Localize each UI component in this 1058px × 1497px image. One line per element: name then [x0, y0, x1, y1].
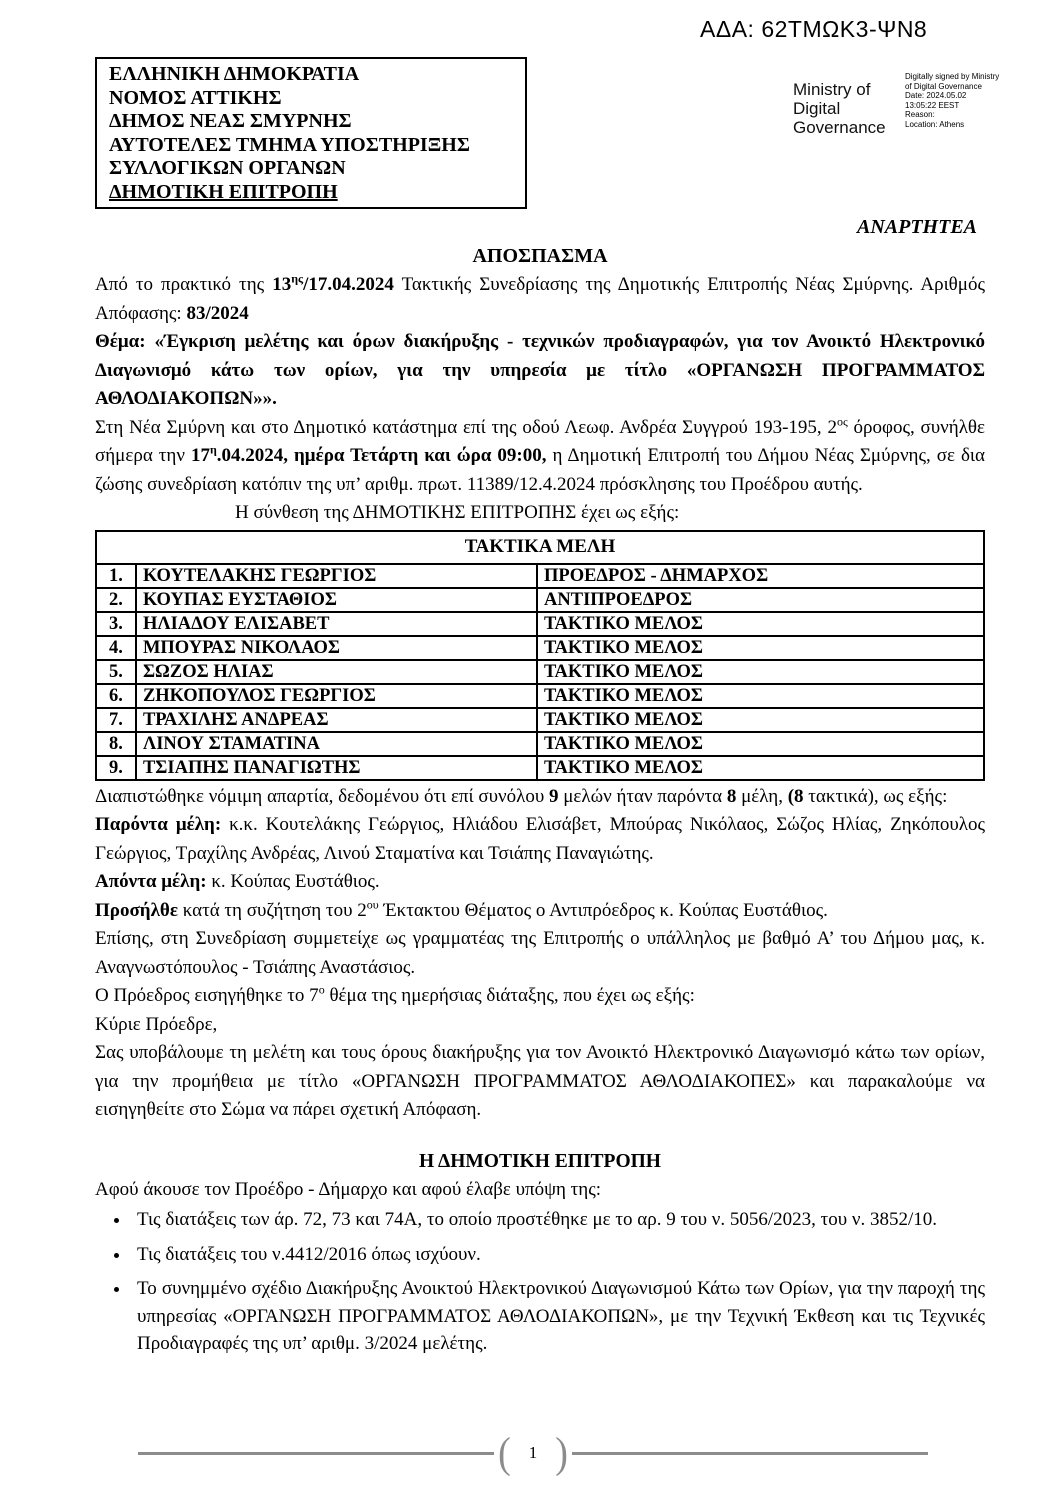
agency-header-box: [95, 57, 527, 209]
text-run: ου: [366, 897, 379, 912]
member-role: ΤΑΚΤΙΚΟ ΜΕΛΟΣ: [537, 636, 984, 660]
members-table: [95, 530, 985, 781]
committee-intro: Αφού άκουσε τον Προέδρο - Δήμαρχο και αφού έλαβε υπόψη της:: [95, 1178, 602, 1200]
member-number: 3.: [96, 612, 136, 636]
absent-members-paragraph: [95, 868, 985, 897]
member-number: 7.: [96, 708, 136, 732]
member-role: ΤΑΚΤΙΚΟ ΜΕΛΟΣ: [537, 732, 984, 756]
bracket-right: ): [555, 1428, 568, 1478]
text-run: Διαπιστώθηκε νόμιμη απαρτία, δεδομένου ότι επί συνόλου: [95, 785, 549, 807]
document-title: ΑΠΟΣΠΑΣΜΑ: [472, 245, 608, 267]
secretary-paragraph: Επίσης, στη Συνεδρίαση συμμετείχε ως γραμματέας της Επιτροπής ο υπάλληλος με βαθμό Α’ του Δήμου μας, κ. Αναγνωστόπουλος - Τσιάπης Αναστάσιος.: [95, 928, 985, 978]
agency-line: ΣΥΛΛΟΓΙΚΩΝ ΟΡΓΑΝΩΝ: [109, 157, 346, 179]
signature-detail-line: 13:05:22 EEST: [905, 100, 960, 110]
table-row: [96, 612, 984, 636]
member-role: ΠΡΟΕΔΡΟΣ - ΔΗΜΑΡΧΟΣ: [537, 564, 984, 588]
agency-line-committee: ΔΗΜΟΤΙΚΗ ΕΠΙΤΡΟΠΗ: [109, 180, 338, 203]
member-name: ΣΩΖΟΣ ΗΛΙΑΣ: [136, 660, 537, 684]
text-run: Ο Πρόεδρος εισηγήθηκε το 7: [95, 985, 319, 1006]
text-run: όροφος, συνήλθε σήμερα την: [95, 416, 985, 466]
signature-detail-line: Digitally signed by Ministry: [905, 72, 1000, 81]
table-row: [96, 684, 984, 708]
present-members-paragraph: [95, 811, 985, 868]
table-row: [96, 708, 984, 732]
member-role: ΤΑΚΤΙΚΟ ΜΕΛΟΣ: [537, 612, 984, 636]
text-run: κατά τη συζήτηση του 2: [177, 899, 367, 921]
salutation-line: Κύριε Πρόεδρε,: [95, 1013, 218, 1035]
considerations-list: [109, 1206, 985, 1358]
table-row: [96, 756, 984, 780]
member-name: ΖΗΚΟΠΟΥΛΟΣ ΓΕΩΡΓΙΟΣ: [136, 684, 537, 708]
text-run: ος: [836, 414, 848, 429]
text-run: ης: [291, 271, 304, 286]
text-run: (8: [787, 785, 804, 807]
text-run: μέλη,: [736, 785, 788, 807]
subject-paragraph: Θέμα: «Έγκριση μελέτης και όρων διακήρυξης - τεχνικών προδιαγραφών, για τον Ανοικτό Ηλεκτρονικό Διαγωνισμό κάτω των ορίων, για την υπηρεσία με τίτλο «ΟΡΓΑΝΩΣΗ ΠΡΟΓΡΑΜΜΑΤΟΣ ΑΘΛΟΔΙΑΚΟΠΩΝ»».: [95, 331, 985, 409]
table-row: [96, 636, 984, 660]
footer-rule-left: [138, 1452, 494, 1455]
list-item: • Τις διατάξεις των άρ. 72, 73 και 74Α, το οποίο προστέθηκε με το αρ. 9 του ν. 5056/2023, του ν. 3852/10.: [131, 1206, 985, 1234]
signature-detail-line: Reason:: [905, 110, 935, 119]
member-number: 6.: [96, 684, 136, 708]
session-paragraph: [95, 414, 985, 500]
signature-details: [905, 72, 1055, 129]
footer-rule-right: [572, 1452, 928, 1455]
arrived-paragraph: [95, 897, 985, 926]
member-number: 5.: [96, 660, 136, 684]
document-body: [95, 212, 985, 1365]
text-run: Έκτακτου Θέματος ο Αντιπρόεδρος κ. Κούπας Ευστάθιος.: [378, 899, 828, 921]
text-run: 13: [272, 274, 292, 295]
signature-detail-line: of Digital Governance: [905, 81, 982, 91]
ministry-signer-name: [793, 80, 905, 137]
table-header-row: [96, 531, 984, 564]
member-name: ΗΛΙΑΔΟΥ ΕΛΙΣΑΒΕΤ: [136, 612, 537, 636]
text-run: η Δημοτική Επιτροπή του Δήμου Νέας Σμύρνης, σε δια ζώσης συνεδρίαση κατόπιν της υπ’ αριθμ. πρωτ. 11389/12.4.2024 πρόσκλησης του Προέδρου αυτής.: [95, 445, 985, 495]
table-row: [96, 564, 984, 588]
anartitea-label: ΑΝΑΡΤΗΤΕΑ: [856, 216, 977, 238]
member-number: 1.: [96, 564, 136, 588]
agency-line: ΔΗΜΟΣ ΝΕΑΣ ΣΜΥΡΝΗΣ: [109, 110, 352, 132]
agenda-paragraph: [95, 982, 985, 1011]
text-run: Στη Νέα Σμύρνη και στο Δημοτικό κατάστημα επί της οδού Λεωφ. Ανδρέα Συγγρού 193-195, 2: [95, 416, 837, 438]
member-number: 9.: [96, 756, 136, 780]
signer-line: Governance: [793, 118, 886, 137]
signature-detail-line: Location: Athens: [905, 119, 965, 129]
page-number: 1: [528, 1443, 538, 1462]
text-run: θέμα της ημερήσιας διάταξης, που έχει ως εξής:: [324, 985, 695, 1006]
text-run: 17: [190, 445, 210, 466]
text-run: 9: [549, 785, 559, 807]
ada-code: ΑΔΑ: 62ΤΜΩΚ3-ΨΝ8: [700, 16, 928, 42]
member-name: ΤΣΙΑΠΗΣ ΠΑΝΑΓΙΩΤΗΣ: [136, 756, 537, 780]
text-run: κ. Κούπας Ευστάθιος.: [206, 871, 380, 892]
text-run: Από το πρακτικό της: [95, 274, 273, 295]
table-row: [96, 732, 984, 756]
signature-detail-line: Date: 2024.05.02: [905, 91, 967, 100]
committee-heading: Η ΔΗΜΟΤΙΚΗ ΕΠΙΤΡΟΠΗ: [419, 1150, 661, 1172]
text-run: τακτικά), ως εξής:: [803, 785, 948, 807]
agency-line: ΑΥΤΟΤΕΛΕΣ ΤΜΗΜΑ ΥΠΟΣΤΗΡΙΞΗΣ: [109, 133, 470, 156]
intro-paragraph: [95, 271, 985, 328]
member-role: ΤΑΚΤΙΚΟ ΜΕΛΟΣ: [537, 660, 984, 684]
text-run: .04.2024, ημέρα Τετάρτη και ώρα 09:00,: [216, 445, 547, 466]
member-role: ΑΝΤΙΠΡΟΕΔΡΟΣ: [537, 588, 984, 612]
text-run: ο: [318, 982, 325, 997]
member-role: ΤΑΚΤΙΚΟ ΜΕΛΟΣ: [537, 756, 984, 780]
member-role: ΤΑΚΤΙΚΟ ΜΕΛΟΣ: [537, 684, 984, 708]
text-run: μελών ήταν παρόντα: [558, 785, 727, 807]
signer-line: Ministry of: [793, 80, 871, 99]
bracket-left: (: [498, 1428, 511, 1478]
submission-paragraph: Σας υποβάλουμε τη μελέτη και τους όρους διακήρυξης για τον Ανοικτό Ηλεκτρονικό Διαγωνισμό κάτω των ορίων, για την προμήθεια με τίτλο «ΟΡΓΑΝΩΣΗ ΠΡΟΓΡΑΜΜΑΤΟΣ ΑΘΛΟΔΙΑΚΟΠΕΣ» και παρακαλούμε να εισηγηθείτε στο Σώμα να πάρει σχετική Απόφαση.: [95, 1042, 985, 1120]
member-number: 8.: [96, 732, 136, 756]
page-footer: [138, 1430, 928, 1476]
member-number: 2.: [96, 588, 136, 612]
list-item: • Το συνημμένο σχέδιο Διακήρυξης Ανοικτού Ηλεκτρονικού Διαγωνισμού Κάτω των Ορίων, για την παροχή της υπηρεσίας «ΟΡΓΑΝΩΣΗ ΠΡΟΓΡΑΜΜΑΤΟΣ ΑΘΛΟΔΙΑΚΟΠΩΝ», με την Τεχνική Έκθεση και τις Τεχνικές Προδιαγραφές της υπ’ αριθμ. 3/2024 μελέτης.: [131, 1275, 985, 1358]
agency-line: ΕΛΛΗΝΙΚΗ ΔΗΜΟΚΡΑΤΙΑ: [109, 63, 360, 85]
present-label: Παρόντα μέλη:: [95, 814, 222, 835]
agency-line: ΝΟΜΟΣ ΑΤΤΙΚΗΣ: [109, 86, 282, 109]
member-number: 4.: [96, 636, 136, 660]
text-run: 8: [726, 785, 737, 807]
signer-line: Digital: [793, 99, 841, 118]
decision-number: 83/2024: [186, 302, 249, 324]
text-run: /17.04.2024: [303, 274, 394, 295]
composition-line: Η σύνθεση της ΔΗΜΟΤΙΚΗΣ ΕΠΙΤΡΟΠΗΣ έχει ως εξής:: [235, 502, 680, 523]
member-name: ΚΟΥΠΑΣ ΕΥΣΤΑΘΙΟΣ: [136, 588, 537, 612]
member-name: ΜΠΟΥΡΑΣ ΝΙΚΟΛΑΟΣ: [136, 636, 537, 660]
table-row: [96, 588, 984, 612]
list-item: • Τις διατάξεις του ν.4412/2016 όπως ισχύουν.: [131, 1241, 985, 1269]
member-name: ΛΙΝΟΥ ΣΤΑΜΑΤΙΝΑ: [136, 732, 537, 756]
table-header: ΤΑΚΤΙΚΑ ΜΕΛΗ: [96, 531, 984, 564]
member-name: ΚΟΥΤΕΛΑΚΗΣ ΓΕΩΡΓΙΟΣ: [136, 564, 537, 588]
text-run: η: [209, 442, 217, 457]
absent-label: Απόντα μέλη:: [95, 871, 207, 892]
text-run: κ.κ. Κουτελάκης Γεώργιος, Ηλιάδου Ελισάβετ, Μπούρας Νικόλαος, Σώζος Ηλίας, Ζηκόπουλος Γεώργιος, Τραχίλης Ανδρέας, Λινού Σταματίνα και Τσιάπης Παναγιώτης.: [95, 814, 985, 864]
member-role: ΤΑΚΤΙΚΟ ΜΕΛΟΣ: [537, 708, 984, 732]
member-name: ΤΡΑΧΙΛΗΣ ΑΝΔΡΕΑΣ: [136, 708, 537, 732]
text-run: Τακτικής Συνεδρίασης της Δημοτικής Επιτροπής Νέας Σμύρνης. Αριθμός Απόφασης:: [95, 274, 985, 324]
quorum-paragraph: [95, 783, 985, 812]
text-run: Προσήλθε: [95, 899, 178, 921]
table-row: [96, 660, 984, 684]
